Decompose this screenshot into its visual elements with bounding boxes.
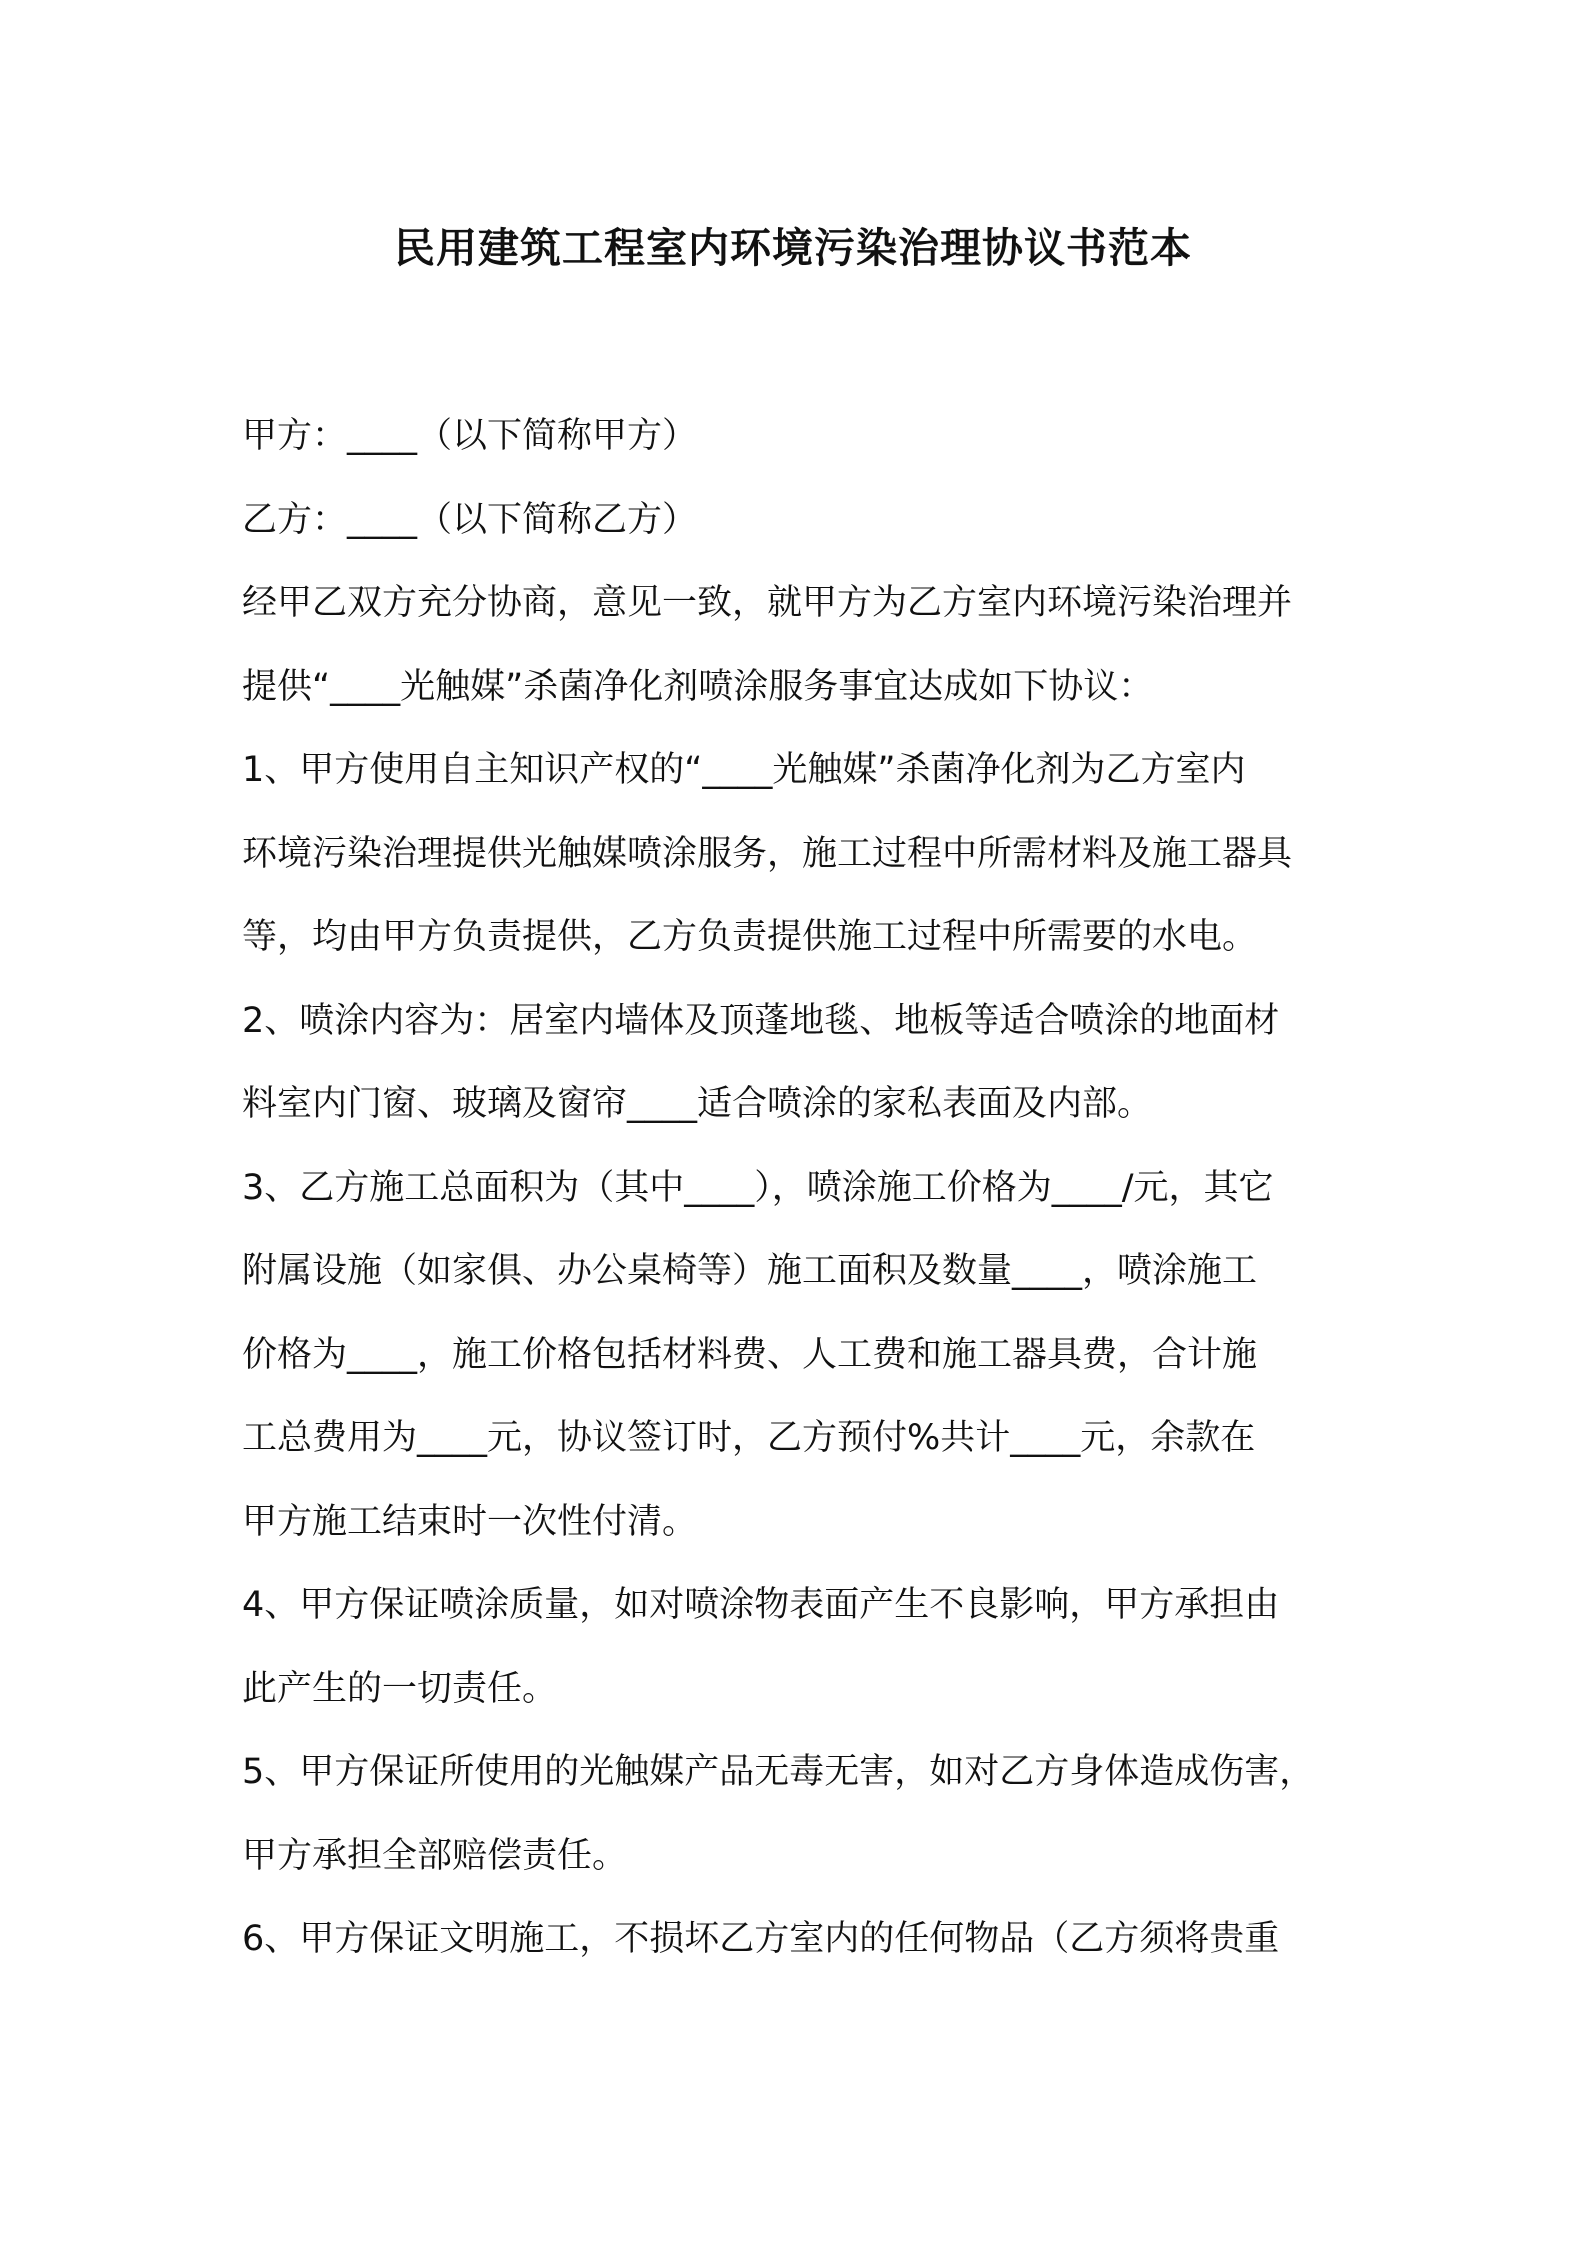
party-b-line: 乙方：____（以下简称乙方） (242, 499, 698, 540)
clause-2-line-2: 料室内门窗、玻璃及窗帘____适合喷涂的家私表面及内部。 (242, 1084, 1153, 1124)
clause-3-line-5: 甲方施工结束时一次性付清。 (242, 1501, 698, 1542)
clause-3-line-2: 附属设施（如家俱、办公桌椅等）施工面积及数量____，喷涂施工 (242, 1251, 1258, 1291)
clause-3-line-3: 价格为____，施工价格包括材料费、人工费和施工器具费，合计施 (242, 1334, 1258, 1375)
clause-1-line-1: 1、甲方使用自主知识产权的“____光触媒”杀菌净化剂为乙方室内 (242, 750, 1246, 790)
clause-5-line-1: 5、甲方保证所使用的光触媒产品无毒无害，如对乙方身体造成伤害， (242, 1752, 1315, 1792)
document-body (242, 406, 1360, 1993)
clause-2-line-1: 2、喷涂内容为：居室内墙体及顶蓬地毯、地板等适合喷涂的地面材 (242, 1000, 1280, 1041)
preamble-line-2: 提供“____光触媒”杀菌净化剂喷涂服务事宜达成如下协议： (242, 666, 1154, 707)
clause-6-line-1: 6、甲方保证文明施工，不损坏乙方室内的任何物品（乙方须将贵重 (242, 1919, 1280, 1959)
clause-4-line-2: 此产生的一切责任。 (242, 1668, 558, 1709)
clause-5-line-2: 甲方承担全部赔偿责任。 (242, 1835, 628, 1876)
clause-3-line-4: 工总费用为____元，协议签订时，乙方预付%共计____元，余款在 (242, 1418, 1256, 1458)
party-a-line: 甲方：____（以下简称甲方） (242, 416, 698, 456)
clause-1-line-3: 等，均由甲方负责提供，乙方负责提供施工过程中所需要的水电。 (242, 917, 1258, 957)
preamble-line-1: 经甲乙双方充分协商，意见一致，就甲方为乙方室内环境污染治理并 (242, 583, 1293, 623)
clause-3-line-1: 3、乙方施工总面积为（其中____），喷涂施工价格为____/元，其它 (242, 1167, 1274, 1208)
document-title: 民用建筑工程室内环境污染治理协议书范本 (394, 224, 1192, 272)
clause-4-line-1: 4、甲方保证喷涂质量，如对喷涂物表面产生不良影响，甲方承担由 (242, 1585, 1280, 1625)
clause-1-line-2: 环境污染治理提供光触媒喷涂服务，施工过程中所需材料及施工器具 (242, 833, 1293, 874)
